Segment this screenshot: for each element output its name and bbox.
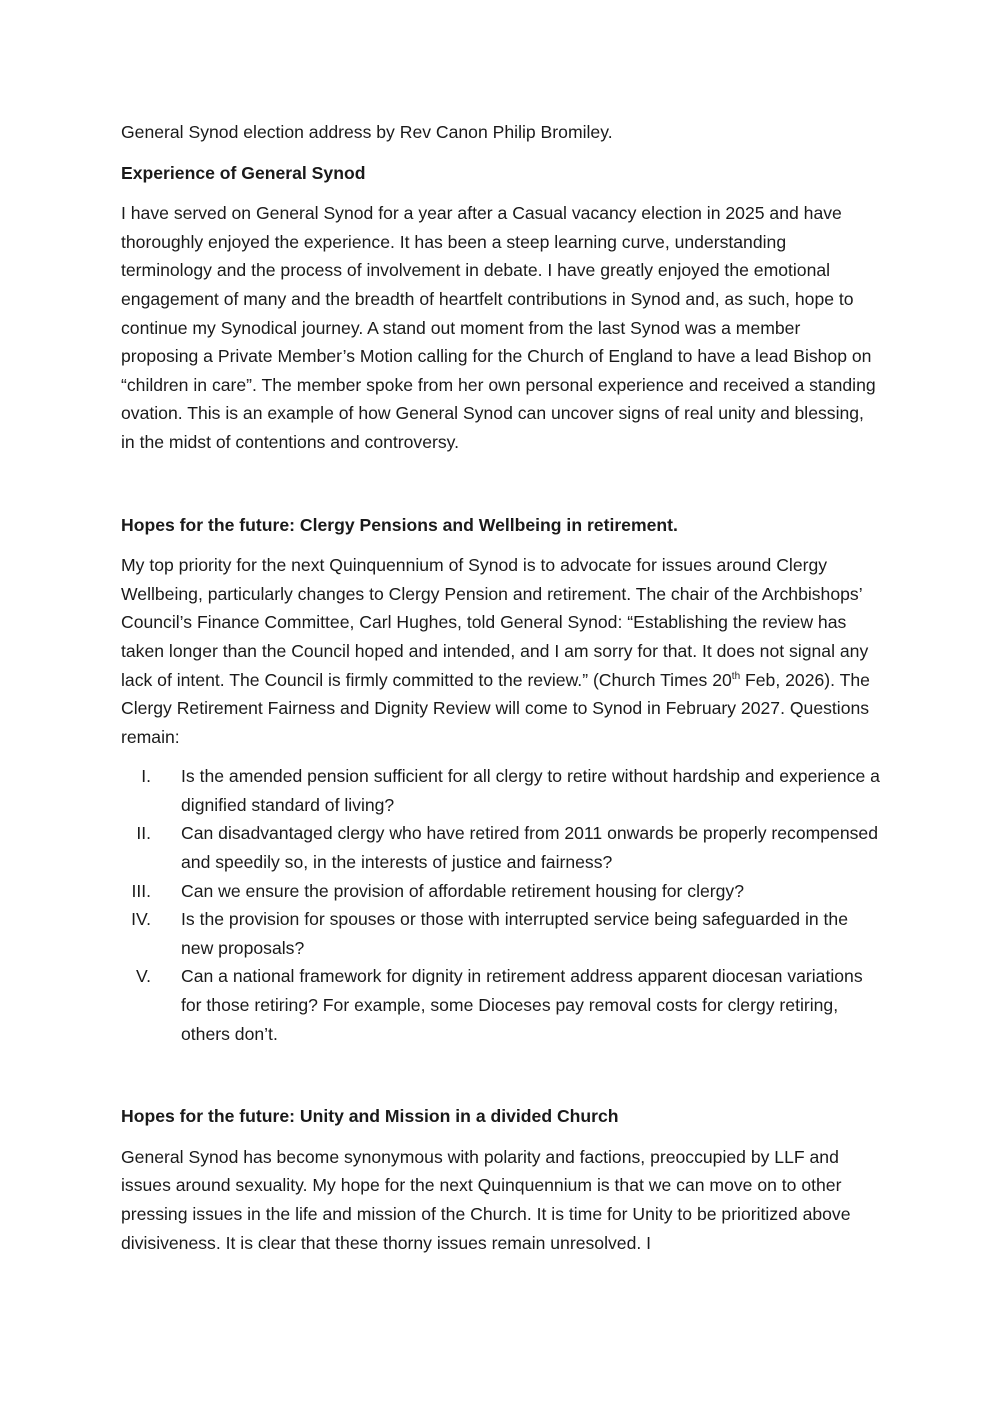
section-heading-pensions: Hopes for the future: Clergy Pensions and Wellbeing in retirement. <box>121 514 678 535</box>
list-item-text: Can disadvantaged clergy who have retired from 2011 onwards be properly recompensed and speedily so, in the interests of justice and fairness? <box>181 823 878 873</box>
list-item <box>121 877 881 906</box>
document-page <box>121 118 881 1257</box>
intro-line: General Synod election address by Rev Canon Philip Bromiley. <box>121 122 613 142</box>
list-item-number: III. <box>131 880 151 901</box>
list-item <box>121 962 881 1048</box>
section-body-unity: General Synod has become synonymous with polarity and factions, preoccupied by LLF and issues around sexuality. My hope for the next Quinquennium is that we can move on to other pressing issues in the life and mission of the Church. It is time for Unity to be prioritized above divisiveness. It is clear that these thorny issues remain unresolved. I <box>121 1146 851 1253</box>
list-item-text: Can we ensure the provision of affordable retirement housing for clergy? <box>181 880 744 901</box>
list-item-text: Can a national framework for dignity in retirement address apparent diocesan variations for those retiring? For example, some Dioceses pay removal costs for clergy retiring, others don’t. <box>181 966 863 1044</box>
questions-list <box>121 762 881 1048</box>
list-item <box>121 819 881 876</box>
section-body-experience: I have served on General Synod for a year after a Casual vacancy election in 2025 and have thoroughly enjoyed the experience. It has been a steep learning curve, understanding terminology and the process of involvement in debate. I have greatly enjoyed the emotional engagement of many and the breadth of heartfelt contributions in Synod and, as such, hope to continue my Synodical journey. A stand out moment from the last Synod was a member proposing a Private Member’s Motion calling for the Church of England to have a lead Bishop on “children in care”. The member spoke from her own personal experience and received a standing ovation. This is an example of how General Synod can uncover signs of real unity and blessing, in the midst of contentions and controversy. <box>121 203 876 452</box>
pensions-text-part2: Feb, 2026). The Clergy Retirement Fairness and Dignity Review will come to Synod in February 2027. Questions remain: <box>121 669 870 747</box>
section-body-pensions <box>121 551 881 751</box>
list-item <box>121 762 881 819</box>
list-item-text: Is the amended pension sufficient for all clergy to retire without hardship and experience a dignified standard of living? <box>181 766 880 815</box>
list-item-text: Is the provision for spouses or those with interrupted service being safeguarded in the new proposals? <box>181 909 848 958</box>
section-spacer <box>121 1048 881 1102</box>
section-spacer <box>121 457 881 511</box>
list-item <box>121 905 881 962</box>
list-item-number: II. <box>136 823 151 844</box>
list-item-number: I. <box>141 766 151 787</box>
pensions-text-part1: My top priority for the next Quinquennium of Synod is to advocate for issues around Clergy Wellbeing, particularly changes to Clergy Pension and retirement. The chair of the Archbishops’ Council’s Finance Committee, Carl Hughes, told General Synod: “Establishing the review has taken longer than the Council hoped and intended, and I am sorry for that. It does not signal any lack of intent. The Council is firmly committed to the review.” (Church Times 20 <box>121 555 869 690</box>
list-item-number: IV. <box>131 909 151 930</box>
pensions-superscript: th <box>731 670 741 682</box>
list-item-number: V. <box>135 966 151 987</box>
section-heading-unity: Hopes for the future: Unity and Mission in a divided Church <box>121 1106 619 1127</box>
section-heading-experience: Experience of General Synod <box>121 162 366 183</box>
